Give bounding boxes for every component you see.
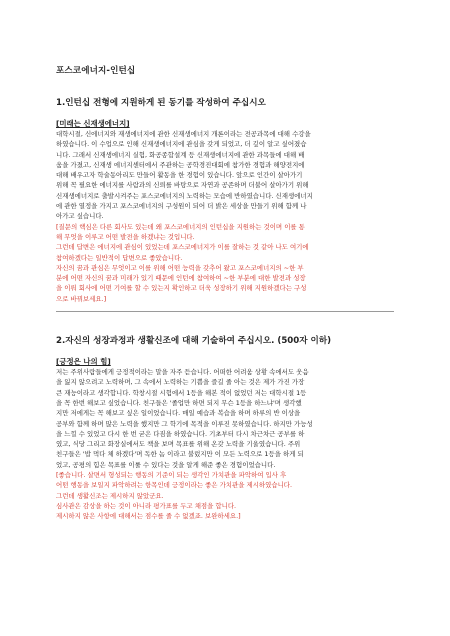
answer-1-line: 하였습니다. 이 수업으로 인해 신재생에너지에 관심을 갖게 되었고, 더 깊이 알고 싶어졌습 [56, 140, 307, 149]
answer-2-line: 지만 저에게는 꼭 해보고 싶은 일이었습니다. 매일 예습과 복습을 하며 하루의 반 이상을 [56, 409, 301, 418]
feedback-1-line: 을 이뤄 회사에 어떤 기여를 할 수 있는지 확인하고 더욱 성장하기 위해 지원하겠다는 구성 [56, 284, 307, 293]
feedback-2-line: [좋습니다. 살면서 형성되는 행동의 기준이 되는 생각인 가치관을 파악하여 입사 후 [56, 471, 287, 480]
answer-2-line: 였고, 식당 그리고 화장실에서도 책을 보며 목표를 위해 온갖 노력을 기울였습니다. 주위 [56, 440, 301, 449]
answer-2-line: 을 꼭 한번 해보고 싶었습니다. 친구들은 '졸업만 하면 되지 무슨 1등을 하느냐'며 생각했 [56, 398, 302, 407]
answer-2-line: 저는 주위사람들에게 긍정적이라는 말을 자주 듣습니다. 어떠한 어려움 상황 속에서도 웃음 [56, 368, 309, 377]
answer-1-line: 에 관한 열정을 가지고 포스코에너지의 구성원이 되어 더 밝은 세상을 만들기 위해 함께 나 [56, 202, 307, 211]
feedback-1-line: 자신의 꿈과 관심은 무엇이고 이를 위해 어떤 능력을 갖추어 왔고 포스코에너지의 ~한 부 [56, 263, 304, 272]
feedback-1-line: 그런데 답변은 에너지에 관심이 있었는데 포스코에너지가 이를 잘하는 것 같아 나도 여기에 [56, 243, 309, 252]
answer-2-heading: [긍정은 나의 힘] [56, 357, 111, 367]
feedback-1-line: 분에 어떤 자신의 꿈과 미래가 있기 때문에 인턴에 참여하여 ~한 부분에 대한 발전과 성장 [56, 274, 306, 283]
feedback-2 [56, 470, 394, 521]
answer-1-line: 대학시절, 신에너지와 재생에너지에 관한 신재생에너지 개론이라는 전공과목에 대해 수강을 [56, 130, 311, 138]
question-1-title: 1.인턴십 전형에 지원하게 된 동기를 작성하여 주십시오 [56, 98, 266, 108]
section-divider [56, 311, 394, 312]
answer-1-line: 아가고 싶습니다. [56, 212, 104, 221]
document-page [56, 64, 394, 522]
answer-1-line: 니다. 그래서 신재생에너지 실험, 화공종합설계 등 신재생에너지에 관한 과목들에 대해 배 [56, 150, 305, 159]
answer-2-line: 을 잃지 않으려고 노력하며, 그 속에서 노력하는 기쁨을 즐길 줄 아는 것은 제가 가진 가장 [56, 378, 305, 387]
answer-2-line: 을 느낄 수 있었고 다시 한 번 굳은 다짐을 하였습니다. 기초부터 다시 차근차근 공부를 하 [56, 429, 305, 438]
feedback-1-line: 해 무엇을 이루고 어떤 발전을 하겠냐는 것입니다. [56, 232, 195, 241]
feedback-1-line: [질문의 핵심은 다른 회사도 있는데 왜 포스코에너지의 인턴십을 지원하는 것이며 이를 통 [56, 222, 305, 231]
answer-1-line: 신재생에너지로 출발시켜주는 포스코에너지의 노력하는 모습에 반하였습니다. 신재생에너지 [56, 191, 313, 200]
answer-2-line: 친구들은 '밥 먹다 체 하겠다'며 독한 놈 이라고 불렀지만 이 모든 노력으로 1등을 하게 되 [56, 450, 304, 459]
answer-1-heading: [미래는 신재생에너지] [56, 119, 130, 128]
answer-2-line: 었고, 공평의 힘은 목표를 이룰 수 있다는 것을 알게 해준 좋은 경험이었습니다. [56, 460, 276, 469]
answer-1-line: 위해 꼭 필요한 에너지를 사람과의 신뢰를 바탕으로 자연과 공존하며 더불어 살아가기 위해 [56, 181, 309, 190]
question-1-section [56, 96, 394, 312]
feedback-1-line: 으로 바꿔보세요.] [56, 294, 107, 303]
feedback-2-line: 심사관은 감상을 하는 것이 아니라 평가표를 두고 채점을 합니다. [56, 501, 237, 510]
feedback-1 [56, 222, 394, 304]
answer-2-line: 큰 재능이라고 생각합니다. 학창시절 시험에서 1등을 해본 적이 없었던 저는 대학시절 1등 [56, 388, 307, 397]
answer-2-line: 공부와 함께 하며 많은 노력을 했지만 그 학기에 목적을 이루진 못하였습니다. 하지만 가능성 [56, 419, 313, 428]
question-2-title: 2.자신의 성장과정과 생활신조에 대해 기술하여 주십시오. (500자 이하) [56, 336, 332, 347]
answer-1-body [56, 129, 394, 222]
answer-1-line: 움을 가졌고, 신재생 에너지센터에서 주관하는 공학경진대회에 참가한 경험과 해양전지에 [56, 160, 305, 169]
feedback-2-line: 제시하지 않은 사항에 대해서는 점수를 줄 수 없겠죠. 보완하세요.] [56, 512, 241, 521]
feedback-1-line: 참여하겠다는 일반적이 답변으로 좋았습니다. [56, 253, 183, 262]
document-title: 포스코에너지-인턴십 [56, 66, 136, 76]
answer-1-line: 대해 배우고자 학술동아리도 만들어 활동을 한 경험이 있습니다. 앞으로 인간이 살아가기 [56, 171, 303, 180]
feedback-2-line: 그런데 생활신조는 제시하지 않았군요. [56, 491, 164, 500]
question-2-section [56, 334, 394, 521]
feedback-2-line: 어떤 행동을 보일지 파악하려는 항목인데 긍정이라는 좋은 가치관을 제시하였습니다. [56, 481, 293, 490]
answer-2-body [56, 367, 394, 470]
